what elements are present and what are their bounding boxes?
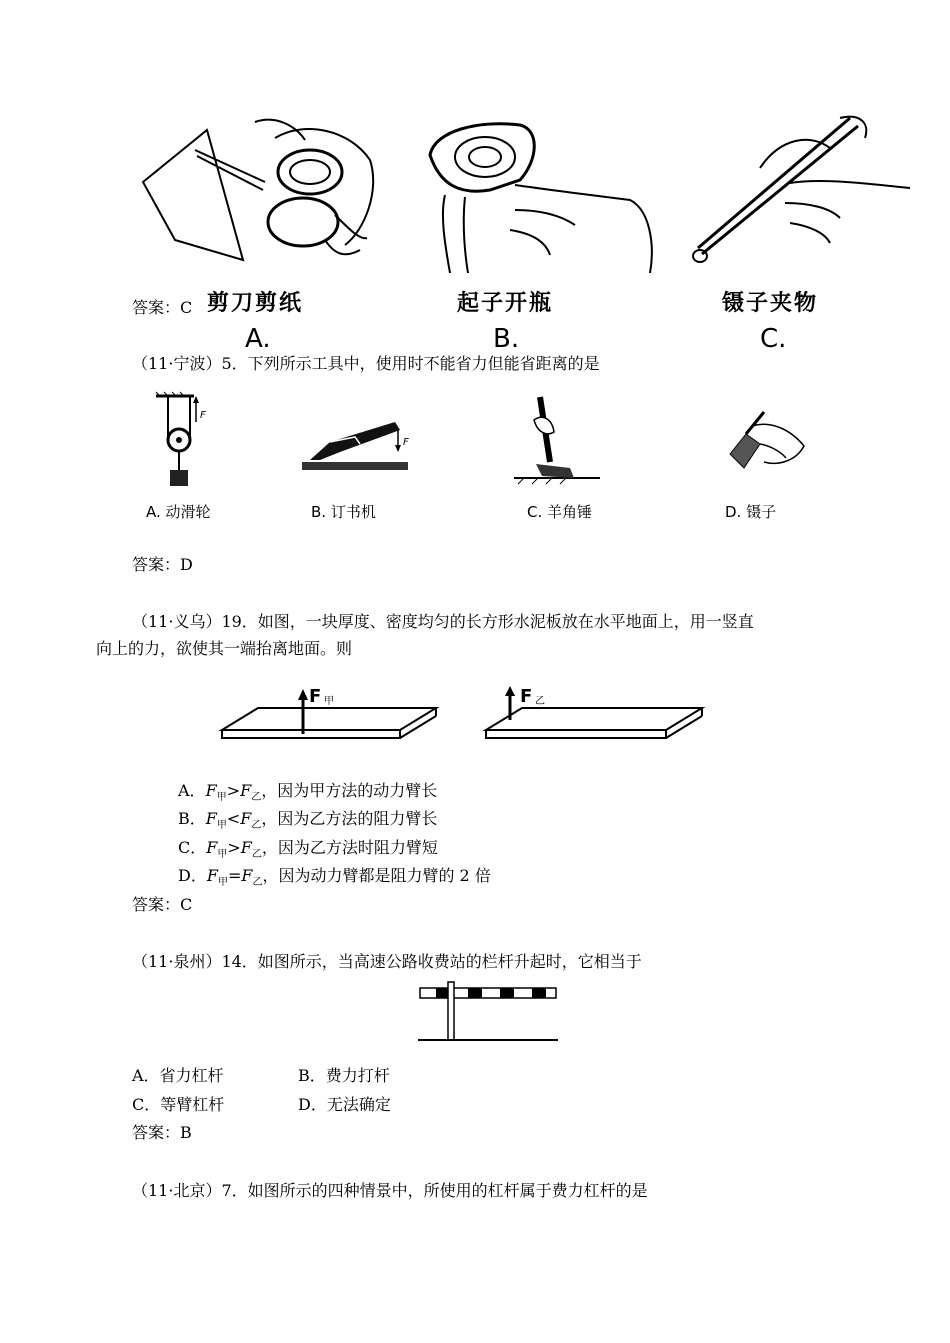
q5-option-c: C. 羊角锤	[527, 503, 593, 521]
slab-method-b	[480, 686, 708, 746]
force-b-label: F	[520, 686, 533, 707]
q19-line-1: （11·义乌）19．如图，一块厚度、密度均匀的长方形水泥板放在水平地面上，用一竖直	[132, 612, 754, 631]
q14-option-a: A．省力杠杆	[132, 1066, 224, 1085]
bottle-opener-illustration	[420, 115, 660, 275]
force-b-sub: 乙	[535, 696, 545, 707]
toll-gate-barrier-illustration	[418, 980, 560, 1044]
q14-option-b: B．费力打杆	[298, 1066, 390, 1085]
q5-option-b: B. 订书机	[311, 503, 376, 521]
q19-option-a: A．$F_甲>F_乙$，因为甲方法的动力臂长	[178, 781, 438, 803]
q5-text: （11·宁波）5．下列所示工具中，使用时不能省力但能省距离的是	[132, 354, 600, 373]
movable-pulley-icon	[150, 392, 210, 492]
q19-option-c: C．$F_甲>F_乙$，因为乙方法时阻力臂短	[178, 838, 438, 860]
q19-line-2: 向上的力，欲使其一端抬离地面。则	[96, 639, 353, 658]
force-a-label: F	[309, 686, 322, 707]
q5-answer: 答案：D	[132, 555, 193, 574]
stapler-force-label: F	[403, 437, 409, 448]
answer-1: 答案：C	[132, 298, 193, 317]
slab-method-a	[216, 686, 444, 746]
q14-answer: 答案：B	[132, 1123, 192, 1142]
force-a-sub: 甲	[324, 696, 334, 707]
fig-top-letter-c: C.	[760, 324, 787, 354]
q14-option-c: C．等臂杠杆	[132, 1095, 225, 1114]
pulley-force-label: F	[200, 410, 206, 421]
claw-hammer-icon	[512, 392, 602, 488]
fig-top-label-c: 镊子夹物	[722, 291, 819, 316]
q5-option-d: D. 镊子	[725, 503, 777, 521]
tweezers-small-icon	[716, 406, 808, 478]
fig-top-letter-a: A.	[245, 324, 271, 354]
stapler-icon	[300, 412, 420, 474]
q5-option-a: A. 动滑轮	[146, 503, 211, 521]
q19-option-d: D．$F_甲=F_乙$，因为动力臂都是阻力臂的 2 倍	[178, 866, 491, 888]
fig-top-label-a: 剪刀剪纸	[207, 291, 304, 316]
tweezers-holding-object-illustration	[690, 108, 920, 273]
q19-answer: 答案：C	[132, 895, 193, 914]
q14-option-d: D．无法确定	[298, 1095, 391, 1114]
q14-text: （11·泉州）14．如图所示，当高速公路收费站的栏杆升起时，它相当于	[132, 952, 642, 971]
q19-option-b: B．$F_甲<F_乙$，因为乙方法的阻力臂长	[178, 809, 438, 831]
scissors-cutting-paper-illustration	[135, 110, 385, 290]
q7-text: （11·北京）7．如图所示的四种情景中，所使用的杠杆属于费力杠杆的是	[132, 1181, 648, 1200]
fig-top-letter-b: B.	[493, 324, 520, 354]
fig-top-label-b: 起子开瓶	[457, 291, 554, 316]
